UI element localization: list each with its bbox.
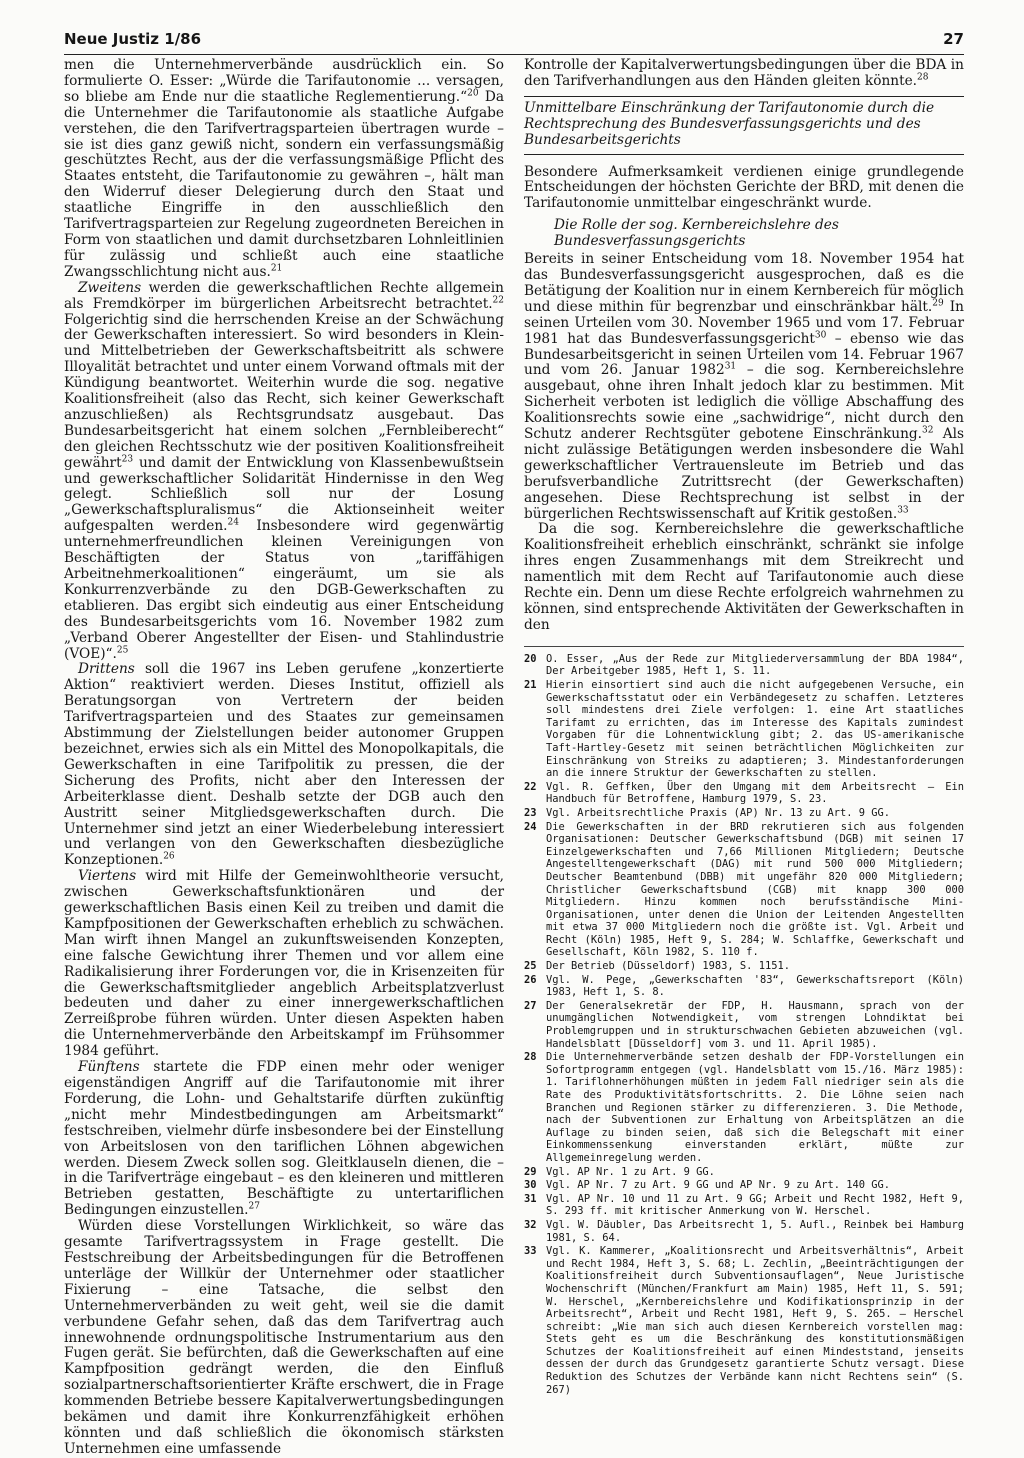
- right-column: [524, 58, 964, 1400]
- enumeration-word: Zweitens: [78, 279, 142, 296]
- footnote: 30 Vgl. AP Nr. 7 zu Art. 9 GG und AP Nr. 9 zu Art. 140 GG.: [524, 1179, 891, 1192]
- paragraph: Besondere Aufmerksamkeit verdienen einige grundlegende Entscheidungen der höchsten Gerichte der BRD, mit denen die Tarifautonomie unmittelbar eingeschränkt wurde.: [524, 163, 964, 212]
- enumeration-word: Fünftens: [78, 1059, 140, 1076]
- running-header: [64, 30, 964, 55]
- footnote-ref: 28: [917, 72, 929, 83]
- footnote: 28 Die Unternehmerverbände setzen deshalb der FDP-Vorstellungen ein Sofortprogramm entgegen (vgl. Handelsblatt vom 15./16. März 1985): 1. Tariflohnerhöhungen müßten in jedem Fall niedriger sein als die Rate des Produktivitätsfortschritts. 2. Die Löhne seien nach Branchen und Regionen stärker zu differenzieren. 3. Die Methode, nach der Subventionen zur Erhaltung von Arbeitsplätzen an die Auflage zu binden seien, daß sich die Belegschaft mit einer Einkommenssenkung einverstanden erklärt, müßte zur Allgemeinregelung werden.: [524, 1051, 964, 1164]
- footnote-ref: 26: [163, 851, 175, 862]
- paragraph: men die Unternehmerverbände ausdrücklich ein. So formulierte O. Esser: „Würde die Tarifautonomie ... versagen, so bliebe am Ende nur die staatliche Reglementierung.“$^{20}$ Da die Unternehmer die Tarifautonomie als staatliche Aufgabe verstehen, die den Tarifvertragsparteien übertragen wurde – sie ist dies ganz gewiß nicht, sondern ein verfassungsmäßig geschütztes Recht, aus der die verfassungsmäßige Pflicht des Staates entsteht, die Tarifautonomie zu gewähren –, hält man den Widerruf dieser Delegierung durch den Staat und staatliche Eingriffe in den ausschließlich den Tarifvertragsparteien zur Regelung zugeordneten Bereichen in Form von staatlichen und damit durchsetzbaren Lohnleitlinien für zulässig und schließt auch eine staatliche Zwangsschlichtung nicht aus.$^{21}$: [64, 57, 504, 280]
- page-number: 27: [943, 30, 964, 48]
- paragraph: Drittens soll die 1967 ins Leben gerufene „konzertierte Aktion“ reaktiviert werden. Dieses Institut, offiziell als Beratungsorgan von Vertretern der beiden Tarifvertragsparteien und des Staates zur gemeinsamen Abstimmung der Zielstellungen beider autonomer Gruppen bezeichnet, erwies sich als ein Mittel des Monopolkapitals, die Gewerkschaften in eine Tarifpolitik zu pressen, die der Sicherung des Profits, nicht aber den Interessen der Arbeiterklasse dient. Deshalb setzte der DGB auch den Austritt seiner Mitgliedsgewerkschaften durch. Die Unternehmer sind jetzt an einer Wiederbelebung interessiert und verlangen von den Gewerkschaften diesbezügliche Konzeptionen.$^{26}$: [64, 661, 504, 869]
- footnote-ref: 24: [227, 517, 239, 528]
- footnote-ref: 33: [897, 505, 909, 515]
- footnote: 31 Vgl. AP Nr. 10 und 11 zu Art. 9 GG; Arbeit und Recht 1982, Heft 9, S. 293 ff. mit kritischer Anmerkung von W. Herschel.: [524, 1192, 964, 1218]
- footnote: 24 Die Gewerkschaften in der BRD rekrutieren sich aus folgenden Organisationen: Deutscher Gewerkschaftsbund (DGB) mit seinen 17 Einzelgewerkschaften und 7,66 Millionen Mitgliedern; Deutsche Angestelltengewerkschaft (DAG) mit rund 500 000 Mitgliedern; Deutscher Beamtenbund (DBB) mit ungefähr 820 000 Mitgliedern; Christlicher Gewerkschaftsbund (CGB) mit knapp 300 000 Mitgliedern. Hinzu kommen noch berufsständische Mini-Organisationen, unter denen die Union der Leitenden Angestellten mit etwa 37 000 Mitgliedern noch die größte ist. Vgl. Arbeit und Recht (Köln) 1985, Heft 9, S. 284; W. Schlaffke, Gewerkschaft und Gesellschaft, Köln 1982, S. 110 f.: [524, 820, 964, 959]
- footnote: 21 Hierin einsortiert sind auch die nicht aufgegebenen Versuche, ein Gewerkschaftsstatut oder ein Verbändegesetz zu schaffen. Letzteres soll mindestens drei Ziele verfolgen: 1. eine Art staatliches Tarifamt zu errichten, das im Interesse des Kapitals zumindest Vorgaben für die Lohnentwicklung gibt; 2. das US-amerikanische Taft-Hartley-Gesetz mit seinen beträchtlichen Möglichkeiten zur Einschränkung von Streiks zu adaptieren; 3. Mindestanforderungen an die innere Struktur der Gewerkschaften zu stellen.: [524, 679, 964, 780]
- paragraph: Zweitens werden die gewerkschaftlichen Rechte allgemein als Fremdkörper im bürgerlichen Arbeitsrecht betrachtet.$^{22}$ Folgerichtig sind die herrschenden Kreise an der Schwächung der Gewerkschaften interessiert. So wird besonders in Klein- und Mittelbetrieben der Gewerkschaftsbeitritt als schwere Illoyalität betrachtet und unter einem Vorwand oftmals mit der Kündigung beantwortet. Weiterhin wurde die sog. negative Koalitionsfreiheit (also das Recht, sich keiner Gewerkschaft anzuschließen) als Rechtsgrundsatz ausgebaut. Das Bundesarbeitsgericht hat einem solchen „Fernbleiberecht“ den gleichen Rechtsschutz wie der positiven Koalitionsfreiheit gewährt$^{23}$ und damit der Entwicklung von Klassenbewußtsein und gewerkschaftlicher Solidarität Hindernisse in den Weg gelegt. Schließlich soll nur der Losung „Gewerkschaftspluralismus“ die Aktionseinheit weiter aufgespalten werden.$^{24}$ Insbesondere wird gegenwärtig unternehmerfreundlichen kleinen Vereinigungen von Beschäftigten der Status von „tariffähigen Arbeitnehmerkoalitionen“ eingeräumt, um sie als Konkurrenzverbände zu den DGB-Gewerkschaften zu etablieren. Das ergibt sich eindeutig aus einer Entscheidung des Bundesarbeitsgerichts vom 16. November 1982 zum „Verband Oberer Angestellter der Eisen- und Stahlindustrie (VOE)“.$^{25}$: [64, 279, 504, 662]
- enumeration-word: Drittens: [78, 661, 135, 678]
- footnote-ref: 20: [467, 88, 479, 99]
- footnote: 22 Vgl. R. Geffken, Über den Umgang mit dem Arbeitsrecht – Ein Handbuch für Betroffene, Hamburg 1979, S. 23.: [524, 780, 964, 806]
- footnote-ref: 27: [248, 1201, 260, 1212]
- footnote: 32 Vgl. W. Däubler, Das Arbeitsrecht 1, 5. Aufl., Reinbek bei Hamburg 1981, S. 64.: [524, 1218, 964, 1244]
- footnote-ref: 23: [121, 454, 134, 465]
- paragraph: Viertens wird mit Hilfe der Gemeinwohltheorie versucht, zwischen Gewerkschaftsfunktionären und der gewerkschaftlichen Basis einen Keil zu treiben und damit die Kampfpositionen der Gewerkschaften erheblich zu schwächen. Man wirft ihnen Mangel an zukunftsweisenden Konzepten, eine falsche Gewichtung ihrer Themen und vor allem eine Radikalisierung ihrer Forderungen vor, die in Krisenzeiten für die Gewerkschaftsmitglieder angeblich Arbeitsplatzverlust bedeuten und daher zu einer innergewerkschaftlichen Zerreißprobe führen würden. Unter diesen Aspekten haben die Unternehmerverbände den Arbeitskampf im Frühsommer 1984 geführt.: [64, 868, 504, 1060]
- footnote: 25 Der Betrieb (Düsseldorf) 1983, S. 1151.: [524, 960, 790, 973]
- subheading: Die Rolle der sog. Kernbereichslehre des Bundesverfassungsgerichts: [554, 217, 839, 250]
- footnote-ref: 21: [270, 263, 283, 274]
- footnote-ref: 22: [492, 295, 504, 306]
- footnote-ref: 30: [814, 330, 827, 341]
- paragraph: Kontrolle der Kapitalverwertungsbedingungen über die BDA in den Tarifverhandlungen aus den Händen gleiten könnte.$^{28}$: [524, 57, 964, 89]
- footnote: 23 Vgl. Arbeitsrechtliche Praxis (AP) Nr. 13 zu Art. 9 GG.: [524, 806, 891, 819]
- footnote-ref: 29: [932, 298, 944, 309]
- footnote: 27 Der Generalsekretär der FDP, H. Hausmann, sprach von der unumgänglichen Notwendigkeit, vom strengen Lohndiktat bei Problemgruppen und in strukturschwachen Gebieten abzuweichen (vgl. Handelsblatt [Düsseldorf] vom 3. und 11. April 1985).: [524, 999, 964, 1050]
- paragraph: Würden diese Vorstellungen Wirklichkeit, so wäre das gesamte Tarifvertragssystem in Frage gestellt. Die Festschreibung der Arbeitsbedingungen für die Betroffenen unterläge der Willkür der Unternehmer oder staatlicher Fixierung – eine Tatsache, die selbst den Unternehmerverbänden zu weit geht, weil sie die damit verbundene Gefahr sehen, daß das dem Tarifvertrag auch innewohnende ordnungspolitische Instrumentarium aus den Fugen gerät. Sie befürchten, daß die Gewerkschaften auf eine Kampfposition gedrängt werden, die den Einfluß sozialpartnerschaftsorientierter Kräfte erschwert, die in Frage kommenden Betriebe bessere Kapitalverwertungsbedingungen bekämen und damit ihre Konkurrenzfähigkeit erhöhen könnten und daß schließlich die ökonomisch stärksten Unternehmen eine umfassende: [64, 1218, 504, 1457]
- journal-title: Neue Justiz 1/86: [64, 30, 202, 48]
- footnote: 29 Vgl. AP Nr. 1 zu Art. 9 GG.: [524, 1165, 715, 1178]
- paragraph: Bereits in seiner Entscheidung vom 18. November 1954 hat das Bundesverfassungsgericht ausgesprochen, daß es die Betätigung der Koalition nur in einem Kernbereich für möglich und diese mithin für begrenzbar und einschränkbar hält.$^{29}$ In seinen Urteilen vom 30. November 1965 und vom 17. Februar 1981 hat das Bundesverfassungsgericht$^{30}$ – ebenso wie das Bundesarbeitsgericht in seinen Urteilen vom 14. Februar 1967 und vom 26. Januar 1982$^{31}$ – die sog. Kernbereichslehre ausgebaut, ohne ihren Inhalt jedoch klar zu bestimmen. Mit Sicherheit verboten ist lediglich die völlige Abschaffung des Koalitionsrechts sowie eine „sachwidrige“, nicht durch den Schutz anderer Rechtsgüter gebotene Einschränkung.$^{32}$ Als nicht zulässige Betätigungen werden insbesondere die Wahl gewerkschaftlicher Vertrauensleute im Betrieb und das berufsverbandliche Zutrittsrecht (der Gewerkschaften) angesehen. Diese Rechtsprechung ist selbst in der bürgerlichen Rechtswissenschaft auf Kritik gestoßen.$^{33}$: [524, 251, 965, 522]
- footnote: 20 O. Esser, „Aus der Rede zur Mitgliederversammlung der BDA 1984“, Der Arbeitgeber 1985, Heft 1, S. 11.: [524, 652, 964, 678]
- footnote-ref: 31: [724, 361, 737, 372]
- footnote: 26 Vgl. W. Pege, „Gewerkschaften '83“, Gewerkschaftsreport (Köln) 1983, Heft 1, S. 8.: [524, 973, 964, 999]
- paragraph: Fünftens startete die FDP einen mehr oder weniger eigenständigen Angriff auf die Tarifautonomie mit ihrer Forderung, die Lohn- und Gehaltstarife dürften zukünftig „nicht mehr Mindestbedingungen am Arbeitsmarkt“ festschreiben, vielmehr dürfe insbesondere bei der Einstellung von Arbeitslosen von den tariflichen Löhnen abgewichen werden. Diesem Zweck sollen sog. Gleitklauseln dienen, die – in die Tarifverträge eingebaut – es den kleineren und mittleren Betrieben gestatten, Beschäftigte zu untertariflichen Bedingungen einzustellen.$^{27}$: [64, 1059, 504, 1219]
- enumeration-word: Viertens: [78, 868, 137, 885]
- footnote-ref: 25: [116, 644, 129, 655]
- section-heading: Unmittelbare Einschränkung der Tarifautonomie durch die Rechtsprechung des Bundesverfassungsgerichts und des Bundesarbeitsgerichts: [524, 96, 964, 155]
- left-column: [64, 57, 504, 1457]
- footnote-ref: 32: [922, 425, 934, 436]
- footnote: 33 Vgl. K. Kammerer, „Koalitionsrecht und Arbeitsverhältnis“, Arbeit und Recht 1984, Heft 3, S. 68; L. Zechlin, „Beeinträchtigungen der Koalitionsfreiheit durch Subventionsauflagen“, Neue Juristische Wochenschrift (München/Frankfurt am Main) 1985, Heft 11, S. 591; W. Herschel, „Kernbereichslehre und Kodifikationsprinzip in der Arbeitsrecht“, Arbeit und Recht 1981, Heft 9, S. 265. – Herschel schreibt: „Wie man sich auch diesen Kernbereich vorstellen mag: Stets geht es um die Beschränkung des konstitutionsmäßigen Schutzes der Koalitionsfreiheit auf einen Mindeststand, jenseits dessen der durch das Grundgesetz garantierte Schutz versagt. Diese Reduktion des Schutzes der Verbände kann nicht Rechtens sein“ (S. 267): [524, 1245, 964, 1396]
- paragraph: Da die sog. Kernbereichslehre die gewerkschaftliche Koalitionsfreiheit erheblich einschränkt, schränkt sie infolge ihres engen Zusammenhangs mit dem Streikrecht und namentlich mit dem Recht auf Tarifautonomie auch diese Rechte ein. Denn um diese Rechte erfolgreich wahrnehmen zu können, sind entsprechende Aktivitäten der Gewerkschaften in den: [524, 521, 964, 633]
- footnotes: [524, 646, 964, 1396]
